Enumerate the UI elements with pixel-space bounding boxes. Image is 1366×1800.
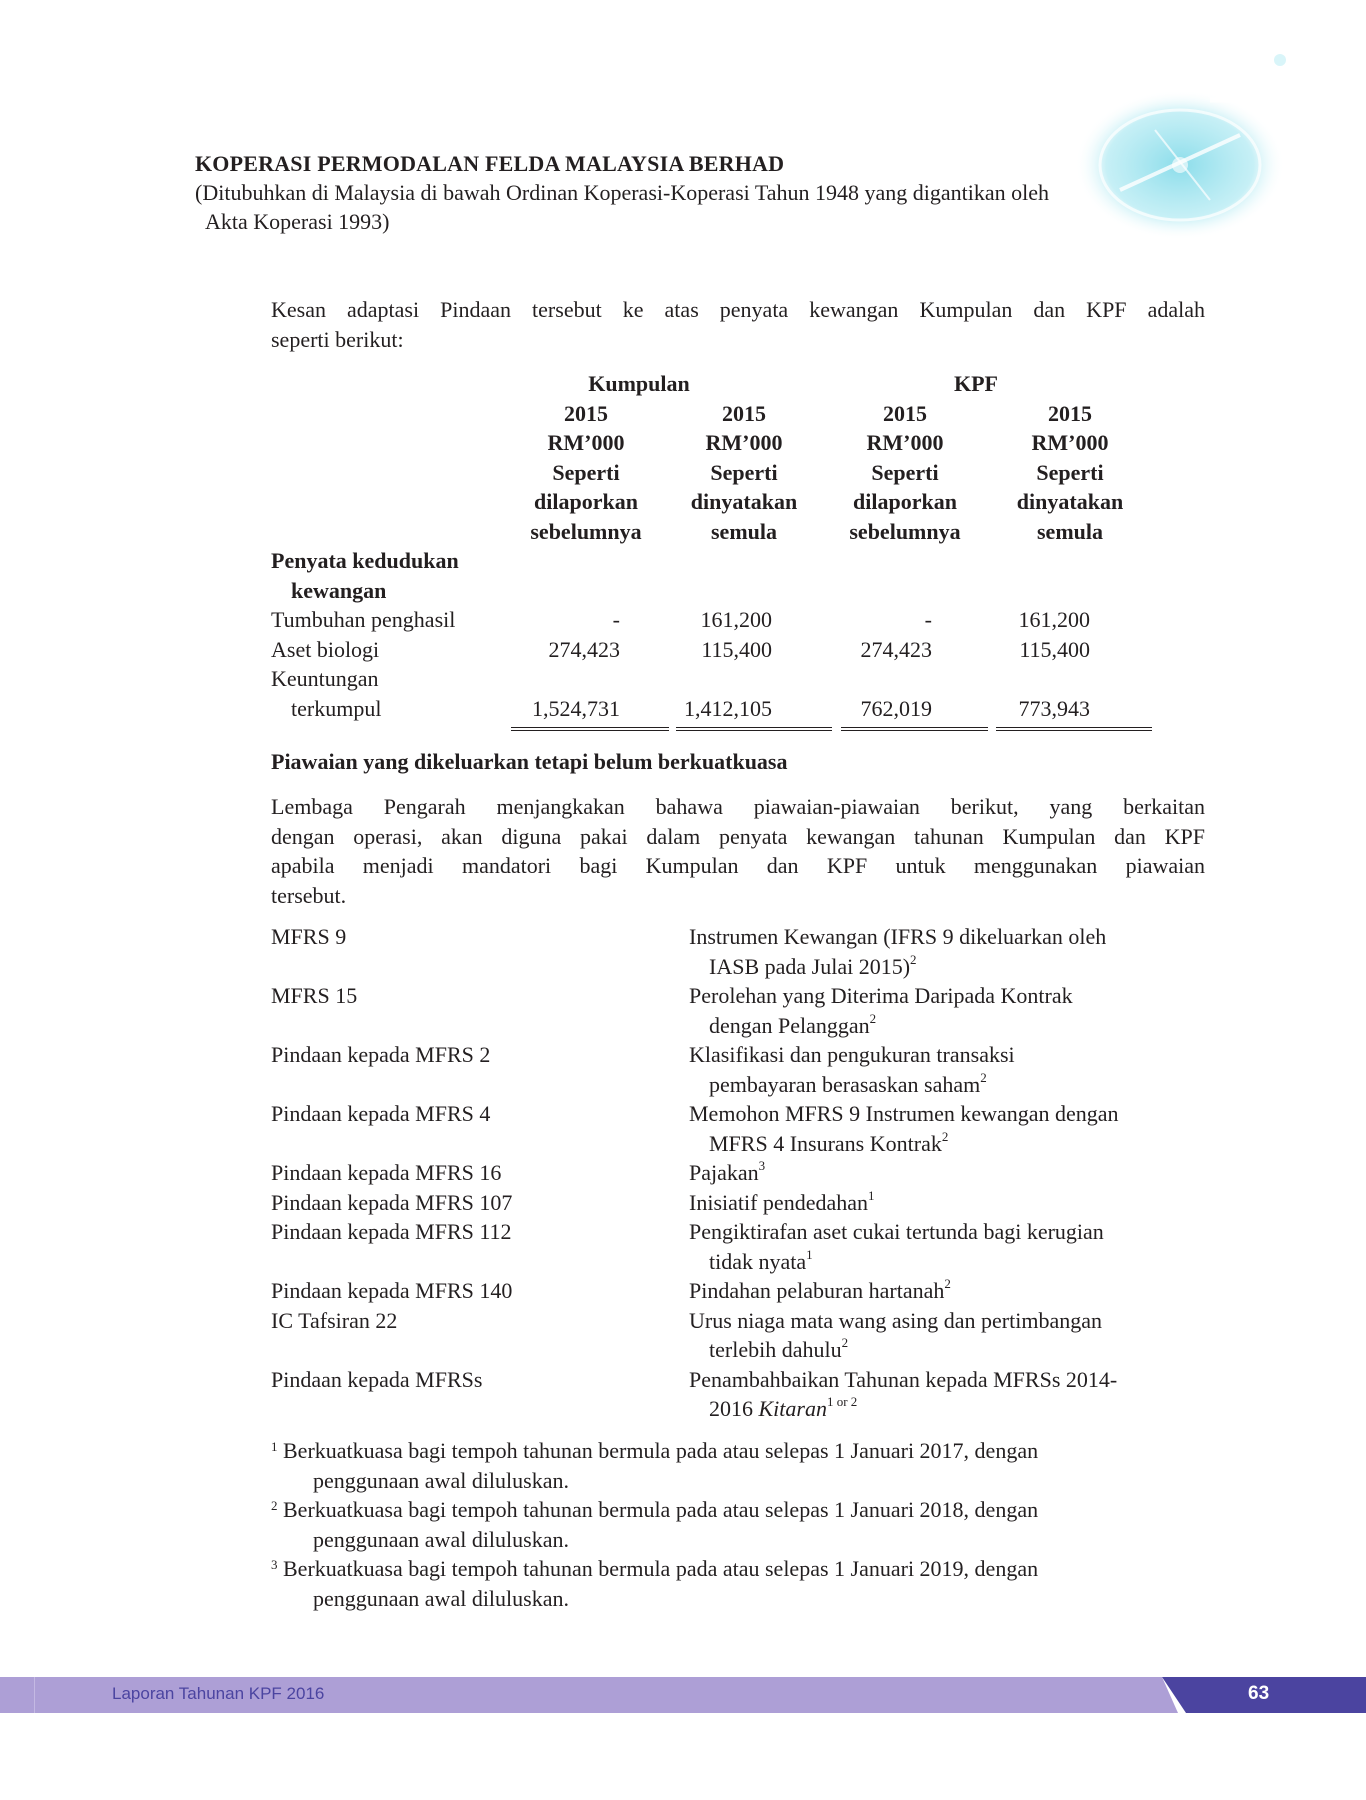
standards-paragraph: Lembaga Pengarah menjangkakan bahawa piawaian-piawaian berikut, yang berkaitan dengan operasi, akan diguna pakai dalam penyata kewangan tahunan Kumpulan dan KPF apabila menjadi mandatori bagi Kumpulan dan KPF untuk menggunakan piawaian tersebut. [271, 794, 1205, 908]
column-header: 2015 RM’000 Seperti dilaporkan sebelumnya [849, 400, 961, 544]
list-item: Pindaan kepada MFRS 4 Memohon MFRS 9 Instrumen kewangan dengan MFRS 4 Insurans Kontrak$^2$ [271, 1101, 1119, 1156]
column-header: 2015 RM’000 Seperti dilaporkan sebelumnya [530, 400, 642, 544]
table-row-total: terkumpul 1,524,731 1,412,105 762,019 773,943 [271, 694, 1205, 724]
double-underline [996, 727, 1152, 731]
footer-divider [34, 1677, 35, 1713]
table-group-header [271, 369, 1205, 399]
list-item: Pindaan kepada MFRS 140 Pindahan pelaburan hartanah$^2$ [271, 1276, 951, 1303]
restatement-table: Kumpulan KPF 2015 RM’000 Seperti dilaporkan sebelumnya 2015 RM’000 Seperti dinyatakan semula 2015 RM’000 Seperti dilaporkan sebelumnya 2015 RM’000 Seperti dinyatakan semula Penyata kedudukan kewangan Tumbuhan penghasil - 161,200 - 161,200 Aset biologi 274,423 115,400 274,423 115,400 Keuntungan terkumpul 1,524,731 1,412,105 762,019 773,943 [271, 369, 1205, 723]
company-subtitle-line1: (Ditubuhkan di Malaysia di bawah Ordinan Koperasi-Koperasi Tahun 1948 yang digantikan oleh [195, 180, 1050, 205]
double-underline [511, 727, 669, 731]
list-item: Pindaan kepada MFRS 16 Pajakan$^3$ [271, 1158, 766, 1185]
double-underline [841, 727, 988, 731]
double-underline [676, 727, 832, 731]
table-row: Keuntungan [271, 666, 379, 691]
list-item: MFRS 15 Perolehan yang Diterima Daripada Kontrak dengan Pelanggan$^2$ [271, 983, 1073, 1038]
footnote: 1 Berkuatkuasa bagi tempoh tahunan bermula pada atau selepas 1 Januari 2017, dengan penggunaan awal diluluskan. [271, 1438, 1039, 1493]
group-kpf: KPF [954, 371, 998, 396]
table-column-headers [271, 399, 1205, 547]
list-item: Pindaan kepada MFRS 107 Inisiatif pendedahan$^1$ [271, 1187, 875, 1215]
footnote: 2 Berkuatkuasa bagi tempoh tahunan bermula pada atau selepas 1 Januari 2018, dengan penggunaan awal diluluskan. [271, 1497, 1039, 1552]
table-row: Tumbuhan penghasil - 161,200 - 161,200 [271, 607, 1090, 632]
section-heading: Piawaian yang dikeluarkan tetapi belum berkuatkuasa [271, 749, 788, 774]
group-kumpulan: Kumpulan [588, 371, 690, 396]
document-header [195, 150, 1215, 236]
list-item: IC Tafsiran 22 Urus niaga mata wang asing dan pertimbangan terlebih dahulu$^2$ [271, 1307, 1102, 1362]
standards-list [271, 922, 1211, 1424]
footnote: 3 Berkuatkuasa bagi tempoh tahunan bermula pada atau selepas 1 Januari 2019, dengan penggunaan awal diluluskan. [271, 1556, 1039, 1611]
table-row: Aset biologi 274,423 115,400 274,423 115,400 [271, 636, 1090, 662]
list-item: Pindaan kepada MFRS 112 Pengiktirafan aset cukai tertunda bagi kerugian tidak nyata$^1$ [271, 1219, 1104, 1274]
column-header: 2015 RM’000 Seperti dinyatakan semula [1016, 400, 1124, 544]
intro-paragraph: Kesan adaptasi Pindaan tersebut ke atas penyata kewangan Kumpulan dan KPF adalah seperti berikut: [271, 297, 1205, 352]
page-number: 63 [1248, 1683, 1270, 1704]
column-header: 2015 RM’000 Seperti dinyatakan semula [690, 400, 798, 544]
list-item: Pindaan kepada MFRSs Penambahbaikan Tahunan kepada MFRSs 2014- 2016 Kitaran$^{1 or 2}$ [271, 1366, 1118, 1421]
company-subtitle-line2: Akta Koperasi 1993) [205, 209, 390, 234]
page-footer [0, 1677, 1366, 1713]
list-item: MFRS 9 Instrumen Kewangan (IFRS 9 dikeluarkan oleh IASB pada Julai 2015)$^2$ [271, 924, 1107, 979]
report-name: Laporan Tahunan KPF 2016 [112, 1684, 325, 1703]
footnotes [271, 1436, 1211, 1613]
section-label-row: Penyata kedudukan [271, 548, 459, 573]
list-item: Pindaan kepada MFRS 2 Klasifikasi dan pengukuran transaksi pembayaran berasaskan saham$^2$ [271, 1042, 1015, 1097]
company-title: KOPERASI PERMODALAN FELDA MALAYSIA BERHAD [195, 151, 785, 176]
